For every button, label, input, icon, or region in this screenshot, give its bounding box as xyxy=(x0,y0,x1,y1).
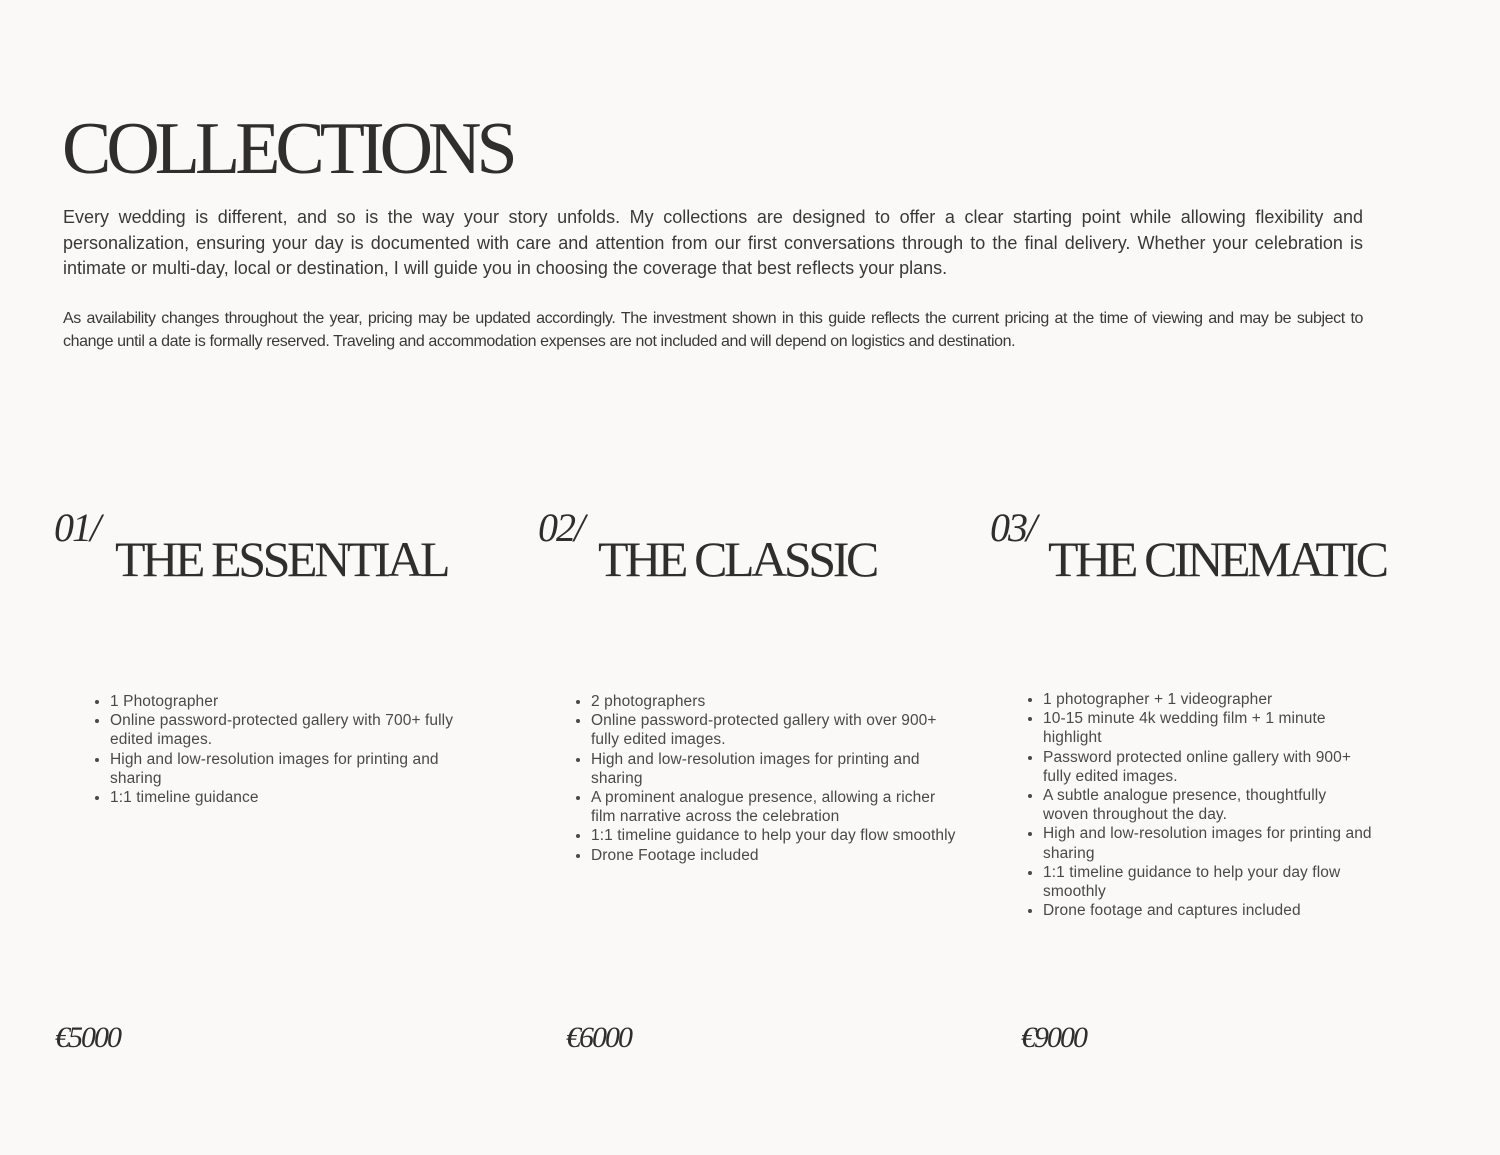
feature-item: • A subtle analogue presence, thoughtfully woven throughout the day. xyxy=(1043,786,1373,824)
collection-price: €6000 xyxy=(566,1021,631,1054)
collection-title: THE ESSENTIAL xyxy=(115,531,448,587)
feature-item: • Drone footage and captures included xyxy=(1043,901,1373,920)
feature-item: • High and low-resolution images for printing and sharing xyxy=(591,750,956,788)
pricing-note: As availability changes throughout the year, pricing may be updated accordingly. The investment shown in this guide reflects the current pricing at the time of viewing and may be subject to change until a date is formally reserved. Traveling and accommodation expenses are not included and will depend on logistics and destination. xyxy=(63,310,1363,350)
collection-price: €9000 xyxy=(1021,1021,1086,1054)
feature-item: • High and low-resolution images for printing and sharing xyxy=(1043,824,1373,862)
feature-item: • 1:1 timeline guidance to help your day flow smoothly xyxy=(591,826,956,845)
feature-item: • Drone Footage included xyxy=(591,846,956,865)
feature-list xyxy=(1023,690,1373,920)
collection-title: THE CLASSIC xyxy=(598,531,876,587)
feature-item: • 1:1 timeline guidance to help your day flow smoothly xyxy=(1043,863,1373,901)
feature-item: • Online password-protected gallery with 700+ fully edited images. xyxy=(110,711,480,749)
feature-item: • High and low-resolution images for printing and sharing xyxy=(110,750,480,788)
feature-item: • 10-15 minute 4k wedding film + 1 minute highlight xyxy=(1043,709,1373,747)
feature-item: • A prominent analogue presence, allowing a richer film narrative across the celebration xyxy=(591,788,956,826)
collection-number: 02/ xyxy=(538,505,584,550)
feature-item: • 2 photographers xyxy=(591,692,956,711)
feature-item: • 1 photographer + 1 videographer xyxy=(1043,690,1373,709)
collection-title: THE CINEMATIC xyxy=(1048,531,1386,587)
feature-item: • Online password-protected gallery with over 900+ fully edited images. xyxy=(591,711,956,749)
page-title: COLLECTIONS xyxy=(62,108,513,190)
feature-item: • Password protected online gallery with 900+ fully edited images. xyxy=(1043,748,1373,786)
feature-list xyxy=(571,692,956,865)
feature-list xyxy=(90,692,480,807)
feature-item: • 1 Photographer xyxy=(110,692,480,711)
collection-number: 01/ xyxy=(54,505,100,550)
intro-paragraph: Every wedding is different, and so is the way your story unfolds. My collections are designed to offer a clear starting point while allowing flexibility and personalization, ensuring your day is documented with care and attention from our first conversations through to the final delivery. Whether your celebration is intimate or multi-day, local or destination, I will guide you in choosing the coverage that best reflects your plans. xyxy=(63,207,1363,278)
feature-item: • 1:1 timeline guidance xyxy=(110,788,480,807)
collection-price: €5000 xyxy=(55,1021,120,1054)
collection-number: 03/ xyxy=(990,505,1036,550)
